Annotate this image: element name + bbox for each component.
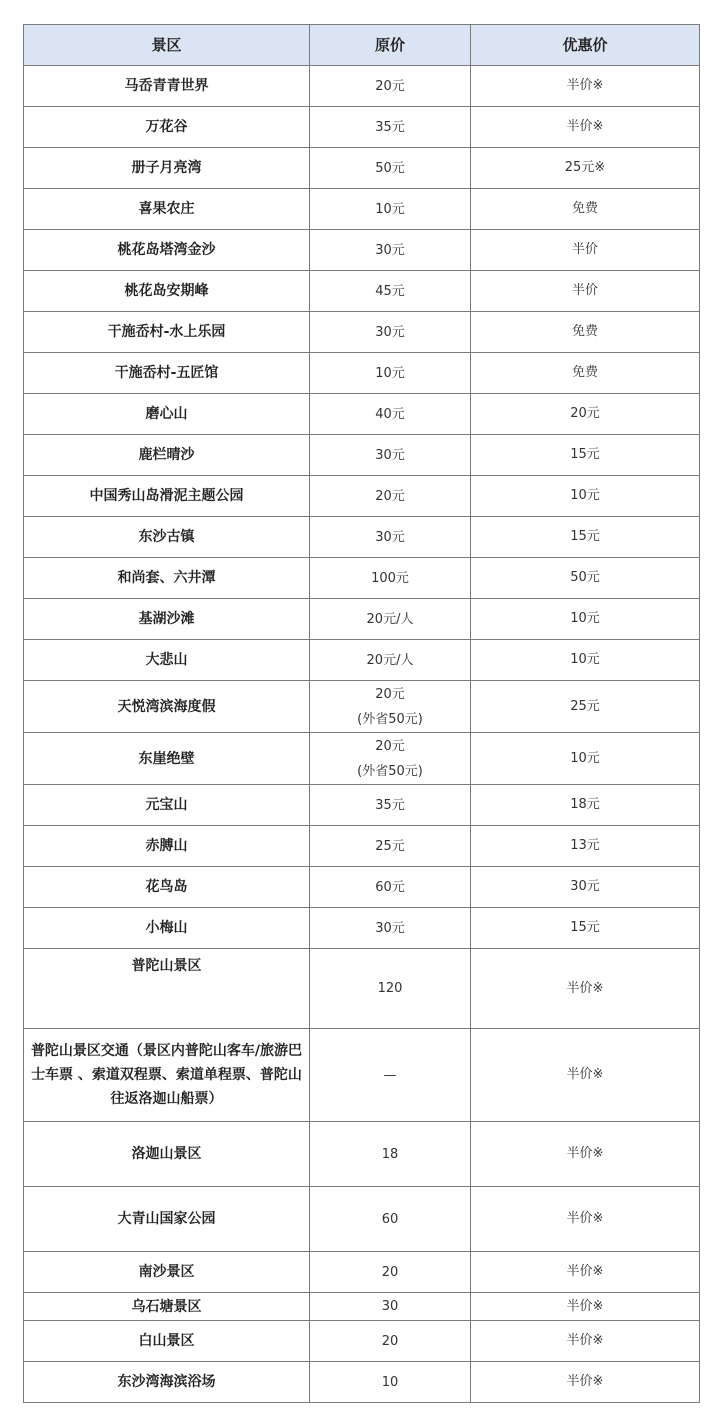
original-price-cell	[310, 867, 471, 908]
scenic-area-name: 和尚套、六井潭	[24, 558, 310, 599]
original-price-cell	[310, 908, 471, 949]
original-price-cell	[310, 1187, 471, 1252]
scenic-price-table	[23, 24, 700, 1403]
scenic-area-name: 乌石塘景区	[24, 1293, 310, 1321]
table-row	[24, 1293, 700, 1321]
original-price-line: 60	[381, 1211, 399, 1227]
table-row	[24, 394, 700, 435]
table-row	[24, 949, 700, 1029]
scenic-area-name: 花鸟岛	[24, 867, 310, 908]
original-price-cell	[310, 517, 471, 558]
discount-price-cell: 15元	[471, 908, 700, 949]
discount-price-cell: 半价※	[471, 1321, 700, 1362]
original-price-line: 10元	[375, 365, 405, 381]
table-row	[24, 826, 700, 867]
original-price-line: 20元	[375, 488, 405, 504]
scenic-area-name: 东沙古镇	[24, 517, 310, 558]
original-price-cell	[310, 476, 471, 517]
original-price-line: 18	[381, 1146, 399, 1162]
table-row	[24, 1321, 700, 1362]
original-price-line: 20元/人	[366, 611, 414, 627]
scenic-area-name: 普陀山景区交通（景区内普陀山客车/旅游巴士车票 、索道双程票、索道单程票、普陀山往返洛迦山船票）	[24, 1029, 310, 1122]
original-price-cell	[310, 1293, 471, 1321]
original-price-cell	[310, 435, 471, 476]
table-row	[24, 271, 700, 312]
discount-price-cell: 18元	[471, 785, 700, 826]
original-price-line: 60元	[375, 879, 405, 895]
original-price-cell	[310, 1252, 471, 1293]
discount-price-cell: 10元	[471, 640, 700, 681]
scenic-area-name: 桃花岛塔湾金沙	[24, 230, 310, 271]
scenic-area-name: 大悲山	[24, 640, 310, 681]
original-price-line: 20元	[375, 686, 405, 702]
discount-price-cell: 30元	[471, 867, 700, 908]
table-row	[24, 107, 700, 148]
original-price-line: 40元	[375, 406, 405, 422]
discount-price-cell: 半价※	[471, 1293, 700, 1321]
original-price-line: —	[383, 1067, 397, 1083]
scenic-area-name: 中国秀山岛滑泥主题公园	[24, 476, 310, 517]
scenic-area-name: 喜果农庄	[24, 189, 310, 230]
original-price-cell	[310, 681, 471, 733]
discount-price-cell: 25元※	[471, 148, 700, 189]
scenic-area-name: 天悦湾滨海度假	[24, 681, 310, 733]
discount-price-cell: 半价	[471, 230, 700, 271]
header-original-price: 原价	[310, 25, 471, 66]
original-price-line: 30元	[375, 324, 405, 340]
header-scenic-area: 景区	[24, 25, 310, 66]
discount-price-cell: 半价※	[471, 1252, 700, 1293]
scenic-area-name: 基湖沙滩	[24, 599, 310, 640]
original-price-cell	[310, 312, 471, 353]
scenic-area-name: 普陀山景区	[24, 949, 310, 1029]
table-row	[24, 148, 700, 189]
discount-price-cell: 免费	[471, 189, 700, 230]
discount-price-cell: 20元	[471, 394, 700, 435]
discount-price-cell: 免费	[471, 312, 700, 353]
original-price-cell	[310, 1122, 471, 1187]
table-row	[24, 599, 700, 640]
table-row	[24, 476, 700, 517]
original-price-cell	[310, 271, 471, 312]
header-discount-price: 优惠价	[471, 25, 700, 66]
table-row	[24, 1362, 700, 1403]
original-price-cell	[310, 1029, 471, 1122]
scenic-area-name: 白山景区	[24, 1321, 310, 1362]
discount-price-cell: 半价※	[471, 1187, 700, 1252]
original-price-line: 35元	[375, 119, 405, 135]
table-row	[24, 435, 700, 476]
table-row	[24, 1122, 700, 1187]
original-price-cell	[310, 640, 471, 681]
discount-price-cell: 10元	[471, 476, 700, 517]
discount-price-cell: 半价	[471, 271, 700, 312]
original-price-cell	[310, 558, 471, 599]
table-row	[24, 908, 700, 949]
original-price-line: 20	[381, 1264, 399, 1280]
discount-price-cell: 13元	[471, 826, 700, 867]
original-price-line: 35元	[375, 797, 405, 813]
discount-price-cell: 10元	[471, 599, 700, 640]
scenic-area-name: 东沙湾海滨浴场	[24, 1362, 310, 1403]
table-row	[24, 1187, 700, 1252]
original-price-line: 50元	[375, 160, 405, 176]
scenic-area-name: 干施岙村-五匠馆	[24, 353, 310, 394]
original-price-line: 30元	[375, 920, 405, 936]
table-row	[24, 517, 700, 558]
discount-price-cell: 15元	[471, 517, 700, 558]
table-row	[24, 681, 700, 733]
original-price-line: 30元	[375, 242, 405, 258]
scenic-area-name: 磨心山	[24, 394, 310, 435]
table-row	[24, 189, 700, 230]
original-price-line: (外省50元)	[357, 711, 423, 727]
original-price-cell	[310, 394, 471, 435]
scenic-area-name: 册子月亮湾	[24, 148, 310, 189]
original-price-cell	[310, 826, 471, 867]
original-price-cell	[310, 785, 471, 826]
discount-price-cell: 25元	[471, 681, 700, 733]
original-price-cell	[310, 733, 471, 785]
discount-price-cell: 半价※	[471, 1362, 700, 1403]
original-price-line: 30元	[375, 529, 405, 545]
scenic-area-name: 洛迦山景区	[24, 1122, 310, 1187]
table-header-row	[24, 25, 700, 66]
original-price-cell	[310, 1321, 471, 1362]
table-row	[24, 230, 700, 271]
scenic-area-name: 鹿栏晴沙	[24, 435, 310, 476]
original-price-line: 45元	[375, 283, 405, 299]
original-price-cell	[310, 353, 471, 394]
original-price-line: 20	[381, 1333, 399, 1349]
table-row	[24, 1252, 700, 1293]
discount-price-cell: 半价※	[471, 66, 700, 107]
original-price-cell	[310, 107, 471, 148]
table-row	[24, 733, 700, 785]
scenic-area-name: 大青山国家公园	[24, 1187, 310, 1252]
discount-price-cell: 50元	[471, 558, 700, 599]
scenic-area-name: 马岙青青世界	[24, 66, 310, 107]
table-row	[24, 312, 700, 353]
original-price-line: 120	[377, 981, 403, 996]
scenic-area-name: 南沙景区	[24, 1252, 310, 1293]
scenic-area-name: 万花谷	[24, 107, 310, 148]
scenic-area-name: 桃花岛安期峰	[24, 271, 310, 312]
original-price-line: 20元	[375, 78, 405, 94]
scenic-area-name: 元宝山	[24, 785, 310, 826]
discount-price-cell: 半价※	[471, 949, 700, 1029]
original-price-line: 30元	[375, 447, 405, 463]
table-row	[24, 66, 700, 107]
original-price-cell	[310, 230, 471, 271]
discount-price-cell: 半价※	[471, 1029, 700, 1122]
discount-price-cell: 半价※	[471, 107, 700, 148]
original-price-cell	[310, 1362, 471, 1403]
scenic-area-name: 东崖绝壁	[24, 733, 310, 785]
discount-price-cell: 15元	[471, 435, 700, 476]
scenic-area-name: 干施岙村-水上乐园	[24, 312, 310, 353]
original-price-line: (外省50元)	[357, 763, 423, 779]
original-price-cell	[310, 599, 471, 640]
scenic-area-name: 小梅山	[24, 908, 310, 949]
original-price-cell	[310, 189, 471, 230]
discount-price-cell: 半价※	[471, 1122, 700, 1187]
original-price-line: 100元	[371, 570, 409, 586]
original-price-cell	[310, 949, 471, 1029]
table-row	[24, 558, 700, 599]
original-price-line: 20元	[375, 738, 405, 754]
table-row	[24, 353, 700, 394]
original-price-line: 30	[381, 1299, 399, 1314]
table-row	[24, 785, 700, 826]
discount-price-cell: 10元	[471, 733, 700, 785]
table-row	[24, 1029, 700, 1122]
table-row	[24, 640, 700, 681]
original-price-line: 10	[381, 1374, 399, 1390]
scenic-area-name: 赤膊山	[24, 826, 310, 867]
original-price-line: 20元/人	[366, 652, 414, 668]
original-price-line: 10元	[375, 201, 405, 217]
original-price-cell	[310, 148, 471, 189]
discount-price-cell: 免费	[471, 353, 700, 394]
original-price-cell	[310, 66, 471, 107]
original-price-line: 25元	[375, 838, 405, 854]
table-body	[24, 66, 700, 1403]
table-row	[24, 867, 700, 908]
